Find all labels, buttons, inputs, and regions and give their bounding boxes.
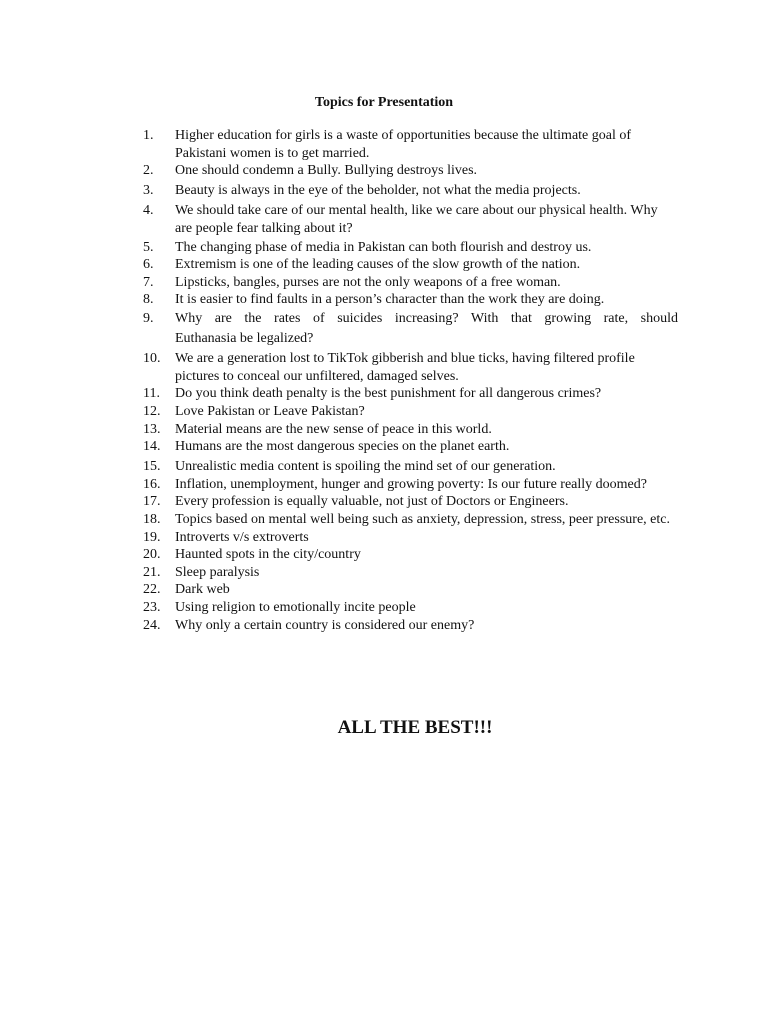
topic-item-19 [143, 529, 678, 547]
topic-number: 23. [143, 599, 161, 615]
topic-text: One should condemn a Bully. Bullying destroys lives. [175, 163, 478, 179]
topic-text: Love Pakistan or Leave Pakistan? [175, 403, 365, 419]
topic-item-22 [143, 581, 678, 599]
topic-item-4 [143, 202, 678, 237]
topic-text: Haunted spots in the city/country [175, 547, 361, 563]
topic-number: 1. [143, 128, 154, 143]
topic-text: Beauty is always in the eye of the beholder, not what the media projects. [175, 183, 581, 199]
document-title: Topics for Presentation [314, 95, 454, 110]
topic-number: 20. [143, 547, 161, 563]
topic-item-11 [143, 385, 678, 403]
topic-number: 11. [143, 386, 160, 402]
topic-item-8 [143, 291, 678, 309]
topic-item-9 [143, 310, 678, 347]
topic-text: Introverts v/s extroverts [175, 529, 309, 545]
topic-text: Every profession is equally valuable, not just of Doctors or Engineers. [175, 494, 569, 510]
topic-text-line-1: Why are the rates of suicides increasing? With that growing rate, should [175, 310, 678, 326]
topic-number: 10. [143, 351, 161, 367]
closing-message: ALL THE BEST!!! [337, 717, 493, 738]
topic-text: Dark web [175, 582, 230, 598]
topic-text: We are a generation lost to TikTok gibberish and blue ticks, having filtered profile pictures to conceal our unfiltered, damaged selves. [175, 351, 635, 384]
topic-number: 9. [143, 310, 154, 326]
topic-item-16 [143, 476, 678, 494]
topic-text: Do you think death penalty is the best punishment for all dangerous crimes? [175, 386, 602, 402]
topic-text: Higher education for girls is a waste of opportunities because the ultimate goal of Pakistani women is to get married. [175, 128, 632, 161]
topic-item-24 [143, 617, 678, 635]
topic-item-17 [143, 493, 678, 511]
topic-item-15 [143, 458, 678, 476]
topic-item-7 [143, 274, 678, 292]
topic-number: 13. [143, 421, 161, 437]
topic-text: Humans are the most dangerous species on the planet earth. [175, 439, 510, 455]
topic-text: Extremism is one of the leading causes of the slow growth of the nation. [175, 257, 581, 273]
topic-text: Material means are the new sense of peace in this world. [175, 421, 492, 437]
topic-text: Using religion to emotionally incite people [175, 599, 416, 615]
topic-number: 5. [143, 239, 154, 255]
topic-number: 3. [143, 183, 154, 199]
topic-text: Inflation, unemployment, hunger and growing poverty: Is our future really doomed? [175, 476, 647, 492]
topic-list [143, 127, 678, 634]
topic-item-3 [143, 182, 678, 200]
topic-number: 2. [143, 163, 154, 179]
topic-text: We should take care of our mental health, like we care about our physical health. Why are people fear talking about it? [175, 203, 658, 236]
topic-number: 22. [143, 582, 161, 598]
topic-text-line-2: Euthanasia be legalized? [175, 330, 314, 346]
topic-item-10 [143, 350, 678, 385]
topic-text: Unrealistic media content is spoiling the mind set of our generation. [175, 459, 556, 475]
topic-number: 8. [143, 292, 154, 308]
topic-number: 17. [143, 494, 161, 510]
topic-text: Lipsticks, bangles, purses are not the only weapons of a free woman. [175, 274, 561, 290]
topic-item-23 [143, 599, 678, 617]
topic-text: The changing phase of media in Pakistan can both flourish and destroy us. [175, 239, 592, 255]
topic-item-6 [143, 256, 678, 274]
topic-text: It is easier to find faults in a person’s character than the work they are doing. [175, 292, 605, 308]
topic-number: 19. [143, 529, 161, 545]
topic-number: 12. [143, 403, 161, 419]
topic-item-5 [143, 239, 678, 257]
topic-number: 7. [143, 274, 154, 290]
topic-number: 21. [143, 564, 161, 580]
topic-item-20 [143, 546, 678, 564]
topic-item-12 [143, 403, 678, 421]
topic-item-18 [143, 511, 678, 529]
topic-text: Why only a certain country is considered our enemy? [175, 617, 475, 633]
topic-text: Sleep paralysis [175, 564, 260, 580]
topic-item-13 [143, 421, 678, 439]
topic-number: 15. [143, 459, 161, 475]
topic-number: 14. [143, 439, 161, 455]
topic-number: 4. [143, 203, 154, 219]
topic-number: 18. [143, 511, 161, 527]
topic-number: 6. [143, 257, 154, 273]
topic-number: 24. [143, 617, 161, 633]
topic-item-21 [143, 564, 678, 582]
topic-item-1 [143, 127, 678, 162]
topic-item-14 [143, 438, 678, 456]
topic-number: 16. [143, 476, 161, 492]
topic-item-2 [143, 162, 678, 180]
topic-text: Topics based on mental well being such as anxiety, depression, stress, peer pressure, etc. [175, 511, 670, 527]
